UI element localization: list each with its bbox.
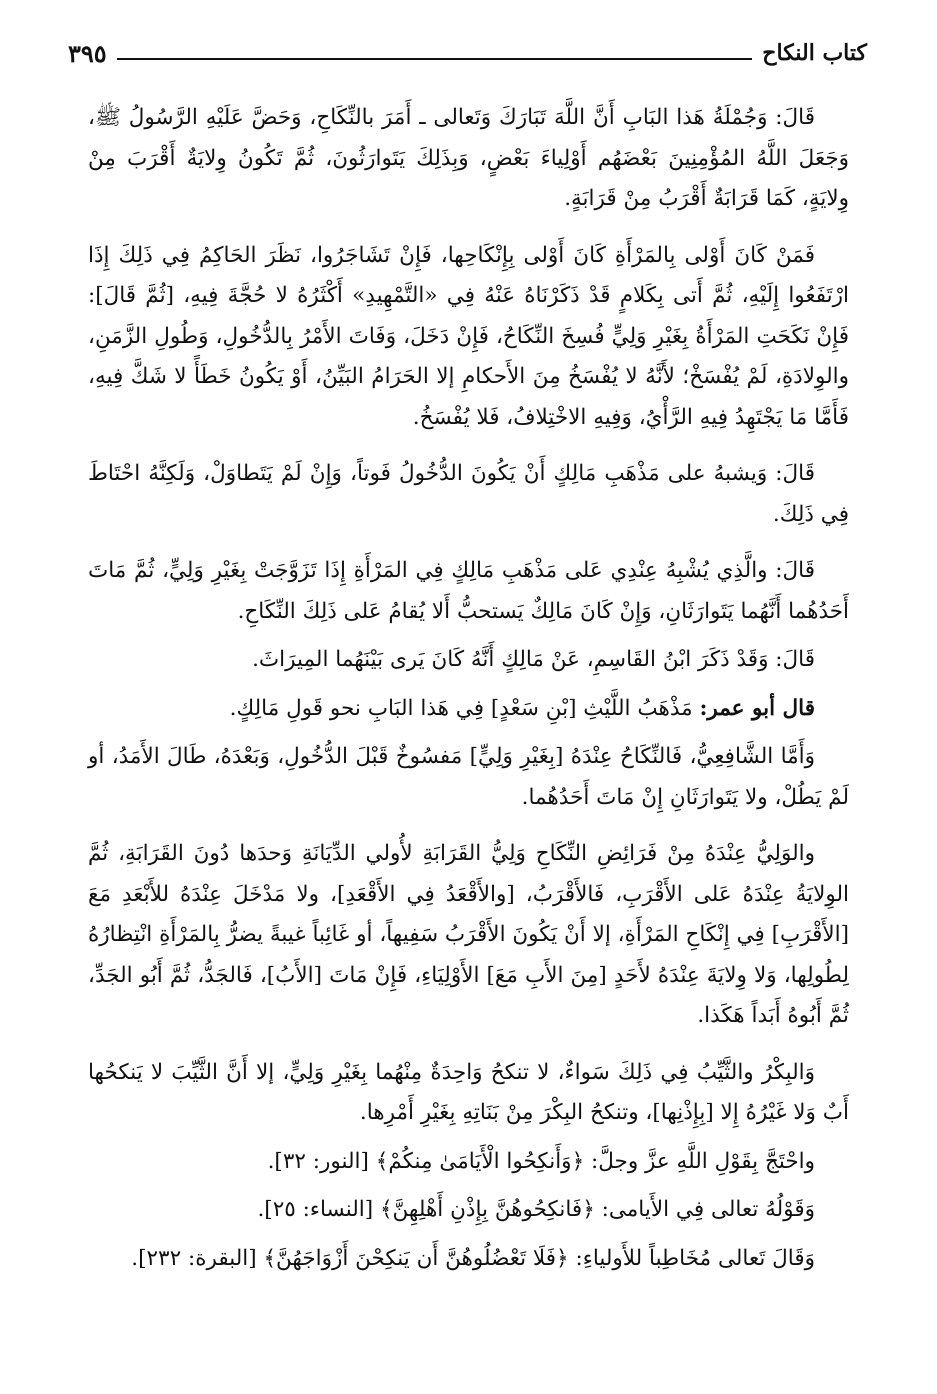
paragraph-9 — [88, 1053, 849, 1134]
running-title: كتاب النكاح — [762, 40, 867, 66]
paragraph-7 — [88, 737, 849, 818]
paragraph-10 — [88, 1142, 849, 1183]
paragraph-text: قَالَ: وَيشبهُ على مَذْهَبِ مَالِكٍ أَنْ يَكُونَ الدُّخُولُ فَوتاً، وَإِنْ لَمْ يَتَطاوَلْ، وَلَكِنَّهُ احْتَاطَ فِي ذَلِكَ. — [88, 461, 849, 527]
paragraph-text: قَالَ: والَّذِي يُشْبِهُ عِنْدِي عَلى مَذْهَبِ مَالِكٍ فِي المَرْأَةِ إِذَا تَزَوَّجَتْ بِغَيْرِ وَلِيٍّ، ثُمَّ مَاتَ أَحَدُهُما أَنَّهُما يَتَوارَثَانِ، وَإِنْ كَانَ مَالِكٌ يَستحبُّ أَلا يُقامُ عَلى ذَلِكَ النِّكَاحِ. — [88, 558, 849, 624]
paragraph-text: وَقَالَ تَعالى مُخَاطِباً للأَولياءِ: ﴿فَلَا تَعْضُلُوهُنَّ أَن يَنكِحْنَ أَزْوَاجَهُنَّ﴾ [البقرة: ٢٣٢]. — [131, 1245, 815, 1271]
header-rule — [117, 58, 753, 60]
paragraph-4 — [88, 551, 849, 632]
paragraph-11 — [88, 1190, 849, 1231]
paragraph-6 — [88, 689, 849, 730]
paragraph-text: واحْتَجَّ بِقَوْلِ اللَّهِ عزَّ وجلَّ: ﴿وَأَنكِحُوا الْأَيَامَىٰ مِنكُمْ﴾ [النور: ٣٢]. — [267, 1148, 815, 1174]
paragraph-12 — [88, 1239, 849, 1280]
paragraph-text: وَأَمَّا الشَّافِعِيُّ، فَالنِّكَاحُ عِنْدَهُ [بِغَيْرِ وَلِيٍّ] مَفسُوخٌ قَبْلَ الدُّخُولِ، وَبَعْدَهُ، طَالَ الأَمَدُ، أو لَمْ يَطُلْ، ولا يَتَوارَثَانِ إِنْ مَاتَ أَحَدُهُما. — [88, 744, 849, 810]
page-number: ٣٩٥ — [68, 39, 107, 68]
paragraph-text: قَالَ: وَجُمْلَةُ هَذا البَابِ أَنَّ اللَّهَ تَبَارَكَ وَتَعالى ـ أَمَرَ بالنِّكَاحِ، وَحَضَّ عَلَيْهِ الرَّسُولُ ﷺ، وَجَعَلَ اللَّهُ المُؤْمِنِينَ بَعْضَهُم أَوْلِياءَ بَعْضٍ، وَبِذَلِكَ يَتَوارَثُونَ، ثُمَّ تَكُونُ وِلايَةٌ أَقْرَبَ مِنْ وِلايَةٍ، كَمَا قَرَابَةٌ أَقْرَبُ مِنْ قَرَابَةٍ. — [88, 105, 849, 211]
page-header — [68, 28, 867, 72]
paragraph-2 — [88, 236, 849, 439]
paragraph-text: مَذْهَبُ اللَّيْثِ [بْنِ سَعْدٍ] فِي هَذا البَابِ نحو قَولِ مَالِكٍ. — [229, 695, 700, 721]
paragraph-text: والوَلِيُّ عِنْدَهُ مِنْ فَرَائِضِ النِّكَاحِ وَلِيُّ القَرَابَةِ لأُولي الدِّيَانَةِ وَحدَها دُونَ القَرَابَةِ، ثُمَّ الوِلايَةُ عِنْدَهُ عَلى الأَقْرَبِ، فَالأَقْرَبُ، [والأَقْعَدُ فِي الأَقْعَدِ]، ولا مَدْخَلَ عِنْدَهُ للأَبْعَدِ مَعَ [الأَقْرَبِ] فِي إِنْكَاحِ المَرْأَةِ، إلا أَنْ يَكُونَ الأَقْرَبُ سَفِيهاً، أو غَائِباً غيبةً يضرُّ بِالمَرْأَةِ انْتِظارُهُ لِطُولِها، وَلا وِلايَةَ عِنْدَهُ لأَحَدٍ [مِنَ الأَبِ مَعَ] الأَوْلِيَاءِ، فَإِنْ مَاتَ [الأَبُ]، فَالجَدُّ، ثُمَّ أَبُو الجَدِّ، ثُمَّ أَبُوهُ أَبَداً هَكَذا. — [88, 841, 849, 1028]
paragraph-3 — [88, 454, 849, 535]
paragraph-8 — [88, 834, 849, 1037]
paragraph-text: وَالبِكْرُ والثَّيِّبُ فِي ذَلِكَ سَواءٌ، لا تنكحُ وَاحِدَةٌ مِنْهُما بِغَيْرِ وَلِيٍّ، إلا أَنَّ الثَّيِّبَ لا يَنكحُها أَبٌ وَلا غَيْرُهُ إِلا [بِإِذْنِها]، وتنكحُ البِكْرَ مِنْ بَنَاتِهِ بِغَيْرِ أَمْرِها. — [88, 1059, 849, 1125]
page-body — [88, 98, 849, 1287]
paragraph-lead: قال أبو عمر: — [699, 695, 815, 721]
paragraph-text: وَقَوْلُهُ تعالى فِي الأَيامى: ﴿فَانكِحُوهُنَّ بِإِذْنِ أَهْلِهِنَّ﴾ [النساء: ٢٥]. — [257, 1197, 815, 1222]
paragraph-5 — [88, 640, 849, 681]
paragraph-1 — [88, 98, 849, 220]
paragraph-text: قَالَ: وَقَدْ ذَكَرَ ابْنُ القَاسِمِ، عَنْ مَالِكٍ أَنَّهُ كَانَ يَرى بَيْنَهُما المِيرَاثَ. — [252, 647, 815, 672]
paragraph-text: فَمَنْ كَانَ أَوْلى بِالمَرْأَةِ كَانَ أَوْلى بِإِنْكَاحِها، فَإِنْ تَشَاجَرُوا، نَظَرَ الحَاكِمُ فِي ذَلِكَ إِذَا ارْتَفَعُوا إِلَيْهِ، ثُمَّ أَتى بِكَلامٍ قَدْ ذَكَرْنَاهُ عَنْهُ فِي «التَّمْهِيدِ» أَكْثَرُهُ لا حُجَّةَ فِيهِ، [ثُمَّ قَالَ]: فَإِنْ نَكَحَتِ المَرْأَةُ بِغَيْرِ وَلِيٍّ فُسِخَ النِّكَاحُ، فَإِنْ دَخَلَ، وَفَاتَ الأَمْرُ بِالدُّخُولِ، وَطُولِ الزَّمَنِ، والوِلادَةِ، لَمْ يُفْسَخْ؛ لأَنَّهُ لا يُفْسَخُ مِنَ الأَحكامِ إلا الحَرَامُ البَيِّنُ، أَوْ يَكُونُ خَطَأً لا شَكَّ فِيهِ، فَأَمَّا مَا يَجْتَهِدُ فِيهِ الرَّأْيُ، وَفِيهِ الاخْتِلافُ، فَلا يُفْسَخُ. — [88, 242, 849, 430]
